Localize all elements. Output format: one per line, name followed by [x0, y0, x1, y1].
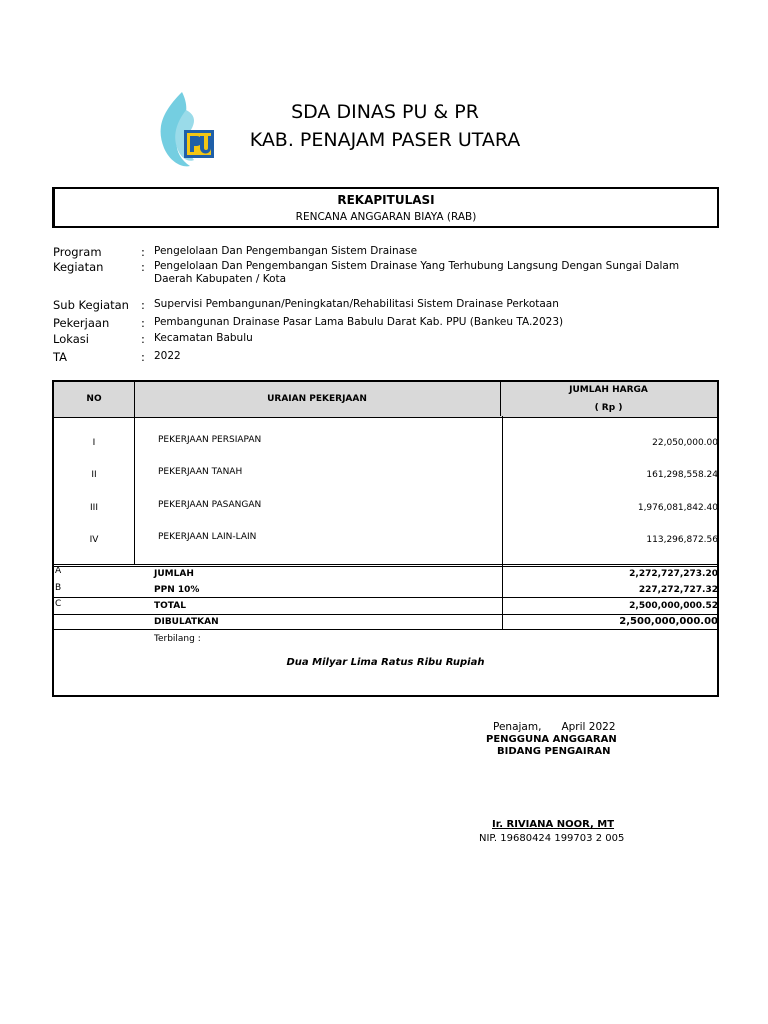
summary-code: A [55, 566, 62, 576]
info-label: Program [53, 245, 102, 259]
info-label: TA [53, 350, 67, 364]
summary-amount: 2,272,727,273.20 [629, 569, 718, 579]
rab-table [52, 380, 719, 697]
header-uraian: URAIAN PEKERJAAN [267, 394, 367, 404]
terbilang-label: Terbilang : [154, 634, 201, 644]
info-value: Pembangunan Drainase Pasar Lama Babulu Darat Kab. PPU (Bankeu TA.2023) [154, 316, 564, 328]
row-amount: 113,296,872.56 [646, 535, 718, 545]
document-header [52, 187, 719, 228]
info-value: Kecamatan Babulu [154, 332, 253, 344]
row-no: III [90, 503, 98, 513]
header-no: NO [86, 394, 102, 404]
row-no: II [91, 470, 97, 480]
header-jumlah-harga: JUMLAH HARGA [569, 385, 648, 395]
header-unit: ( Rp ) [594, 403, 623, 413]
info-value: Pengelolaan Dan Pengembangan Sistem Drainase Yang Terhubung Langsung Dengan Sungai Dalam Daerah Kabupaten / Kota [154, 260, 680, 285]
info-label: Lokasi [53, 332, 89, 346]
org-line-1: SDA DINAS PU & PR [291, 101, 479, 123]
summary-code: B [55, 583, 62, 593]
org-title [230, 98, 540, 154]
row-amount: 161,298,558.24 [646, 470, 718, 480]
summary-amount: 2,500,000,000.00 [619, 616, 718, 627]
row-desc: PEKERJAAN TANAH [158, 467, 243, 477]
sign-role-2: BIDANG PENGAIRAN [497, 746, 611, 757]
info-label: Pekerjaan [53, 316, 110, 330]
info-label: Kegiatan [53, 260, 104, 274]
row-desc: PEKERJAAN PASANGAN [158, 500, 262, 510]
info-value: Supervisi Pembangunan/Peningkatan/Rehabilitasi Sistem Drainase Perkotaan [154, 298, 559, 310]
summary-label: JUMLAH [154, 569, 194, 579]
sign-role-1: PENGGUNA ANGGARAN [486, 734, 617, 745]
document-title: REKAPITULASI [337, 193, 435, 207]
row-no: IV [89, 535, 99, 545]
summary-label: DIBULATKAN [154, 617, 219, 627]
signatory-name: Ir. RIVIANA NOOR, MT [492, 819, 615, 830]
row-desc: PEKERJAAN PERSIAPAN [158, 435, 262, 445]
terbilang-value: Dua Milyar Lima Ratus Ribu Rupiah [286, 657, 485, 668]
row-no: I [92, 438, 96, 448]
summary-amount: 227,272,727.32 [638, 585, 718, 595]
signatory-nip: NIP. 19680424 199703 2 005 [479, 833, 625, 844]
summary-code: C [55, 599, 62, 609]
summary-label: TOTAL [154, 601, 186, 611]
row-amount: 22,050,000.00 [652, 438, 718, 448]
summary-amount: 2,500,000,000.52 [629, 601, 718, 611]
org-line-2: KAB. PENAJAM PASER UTARA [249, 129, 521, 151]
info-label: Sub Kegiatan [53, 298, 129, 312]
document-subtitle: RENCANA ANGGARAN BIAYA (RAB) [295, 211, 477, 223]
summary-label: PPN 10% [154, 585, 200, 595]
sign-place-date: Penajam, April 2022 [493, 721, 616, 733]
info-value: Pengelolaan Dan Pengembangan Sistem Drainase [154, 245, 418, 257]
row-desc: PEKERJAAN LAIN-LAIN [158, 532, 257, 542]
pu-logo-icon [152, 90, 222, 170]
info-value: 2022 [154, 350, 181, 362]
row-amount: 1,976,081,842.40 [637, 503, 718, 513]
